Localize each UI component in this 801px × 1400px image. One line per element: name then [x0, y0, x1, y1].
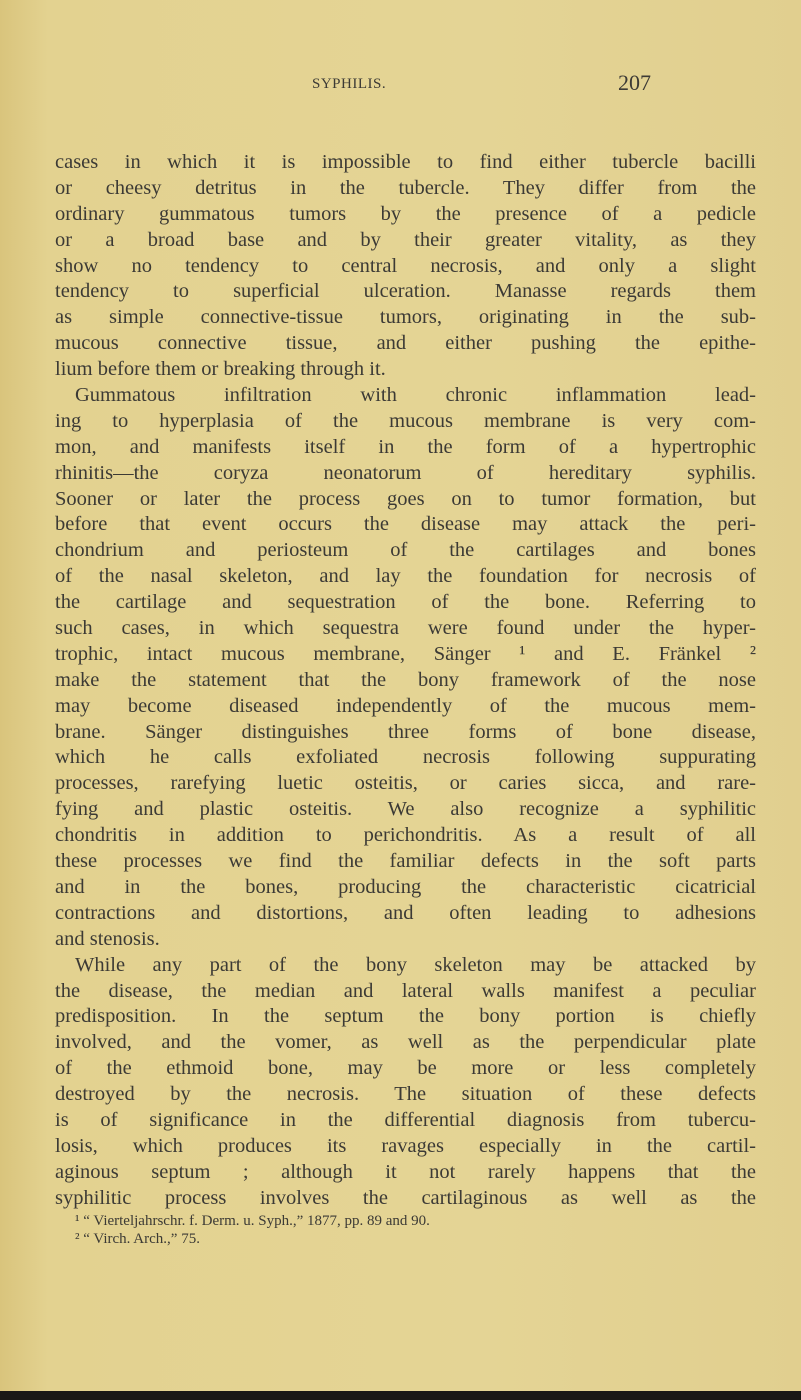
text-line: cases in which it is impossible to find either tubercle bacilli	[55, 151, 756, 173]
text-line: brane. Sänger distinguishes three forms of bone disease,	[55, 720, 756, 743]
text-line: of the ethmoid bone, may be more or less completely	[55, 1057, 756, 1080]
text-line: ordinary gummatous tumors by the presence of a pedicle	[55, 202, 756, 225]
text-line: before that event occurs the disease may attack the peri-	[55, 513, 756, 536]
footnote-1: ¹ “ Vierteljahrschr. f. Derm. u. Syph.,” 1877, pp. 89 and 90.	[75, 1213, 430, 1229]
text-line: the cartilage and sequestration of the bone. Referring to	[55, 591, 756, 614]
running-title: SYPHILIS.	[312, 76, 387, 92]
page-header	[0, 70, 801, 96]
text-line: the disease, the median and lateral walls manifest a peculiar	[55, 979, 756, 1002]
scan-edge	[0, 1391, 801, 1400]
text-line: or cheesy detritus in the tubercle. They differ from the	[55, 176, 756, 199]
text-line: as simple connective-tissue tumors, originating in the sub-	[55, 306, 756, 329]
footnotes	[75, 1212, 430, 1248]
text-line: rhinitis—the coryza neonatorum of hereditary syphilis.	[55, 461, 756, 484]
text-line: predisposition. In the septum the bony portion is chiefly	[55, 1005, 756, 1028]
text-line: Sooner or later the process goes on to tumor formation, but	[55, 487, 756, 510]
footnote-2: ² “ Virch. Arch.,” 75.	[75, 1231, 200, 1247]
text-line: or a broad base and by their greater vitality, as they	[55, 228, 756, 251]
text-line: which he calls exfoliated necrosis following suppurating	[55, 746, 756, 769]
text-line: these processes we find the familiar defects in the soft parts	[55, 850, 756, 873]
text-line: trophic, intact mucous membrane, Sänger ¹ and E. Fränkel ²	[55, 642, 756, 665]
text-line: destroyed by the necrosis. The situation of these defects	[55, 1083, 756, 1106]
text-line: is of significance in the differential diagnosis from tubercu-	[55, 1108, 756, 1131]
text-line: losis, which produces its ravages especially in the cartil-	[55, 1134, 756, 1157]
text-line: While any part of the bony skeleton may be attacked by	[75, 953, 756, 976]
text-line: may become diseased independently of the mucous mem-	[55, 694, 756, 717]
text-line: syphilitic process involves the cartilaginous as well as the	[55, 1186, 756, 1209]
text-line: mucous connective tissue, and either pushing the epithe-	[55, 332, 756, 355]
text-line: of the nasal skeleton, and lay the foundation for necrosis of	[55, 565, 756, 588]
text-line: aginous septum ; although it not rarely happens that the	[55, 1160, 756, 1183]
text-line: ing to hyperplasia of the mucous membrane is very com-	[55, 409, 756, 432]
text-line: make the statement that the bony framework of the nose	[55, 668, 756, 691]
text-line: lium before them or breaking through it.	[55, 358, 386, 381]
text-line: chondrium and periosteum of the cartilages and bones	[55, 539, 756, 562]
page-number: 207	[618, 70, 651, 95]
text-line: and stenosis.	[55, 927, 160, 950]
text-line: Gummatous infiltration with chronic inflammation lead-	[75, 384, 756, 407]
text-line: contractions and distortions, and often leading to adhesions	[55, 901, 756, 924]
text-line: mon, and manifests itself in the form of a hypertrophic	[55, 435, 756, 458]
text-line: tendency to superficial ulceration. Manasse regards them	[55, 280, 756, 303]
text-line: show no tendency to central necrosis, and only a slight	[55, 254, 756, 277]
body-text	[55, 150, 756, 1212]
text-line: chondritis in addition to perichondritis. As a result of all	[55, 824, 756, 847]
text-line: fying and plastic osteitis. We also recognize a syphilitic	[55, 798, 756, 821]
text-line: involved, and the vomer, as well as the perpendicular plate	[55, 1031, 756, 1054]
text-line: such cases, in which sequestra were found under the hyper-	[55, 617, 756, 640]
text-line: processes, rarefying luetic osteitis, or caries sicca, and rare-	[55, 772, 756, 795]
text-line: and in the bones, producing the characteristic cicatricial	[55, 875, 756, 898]
